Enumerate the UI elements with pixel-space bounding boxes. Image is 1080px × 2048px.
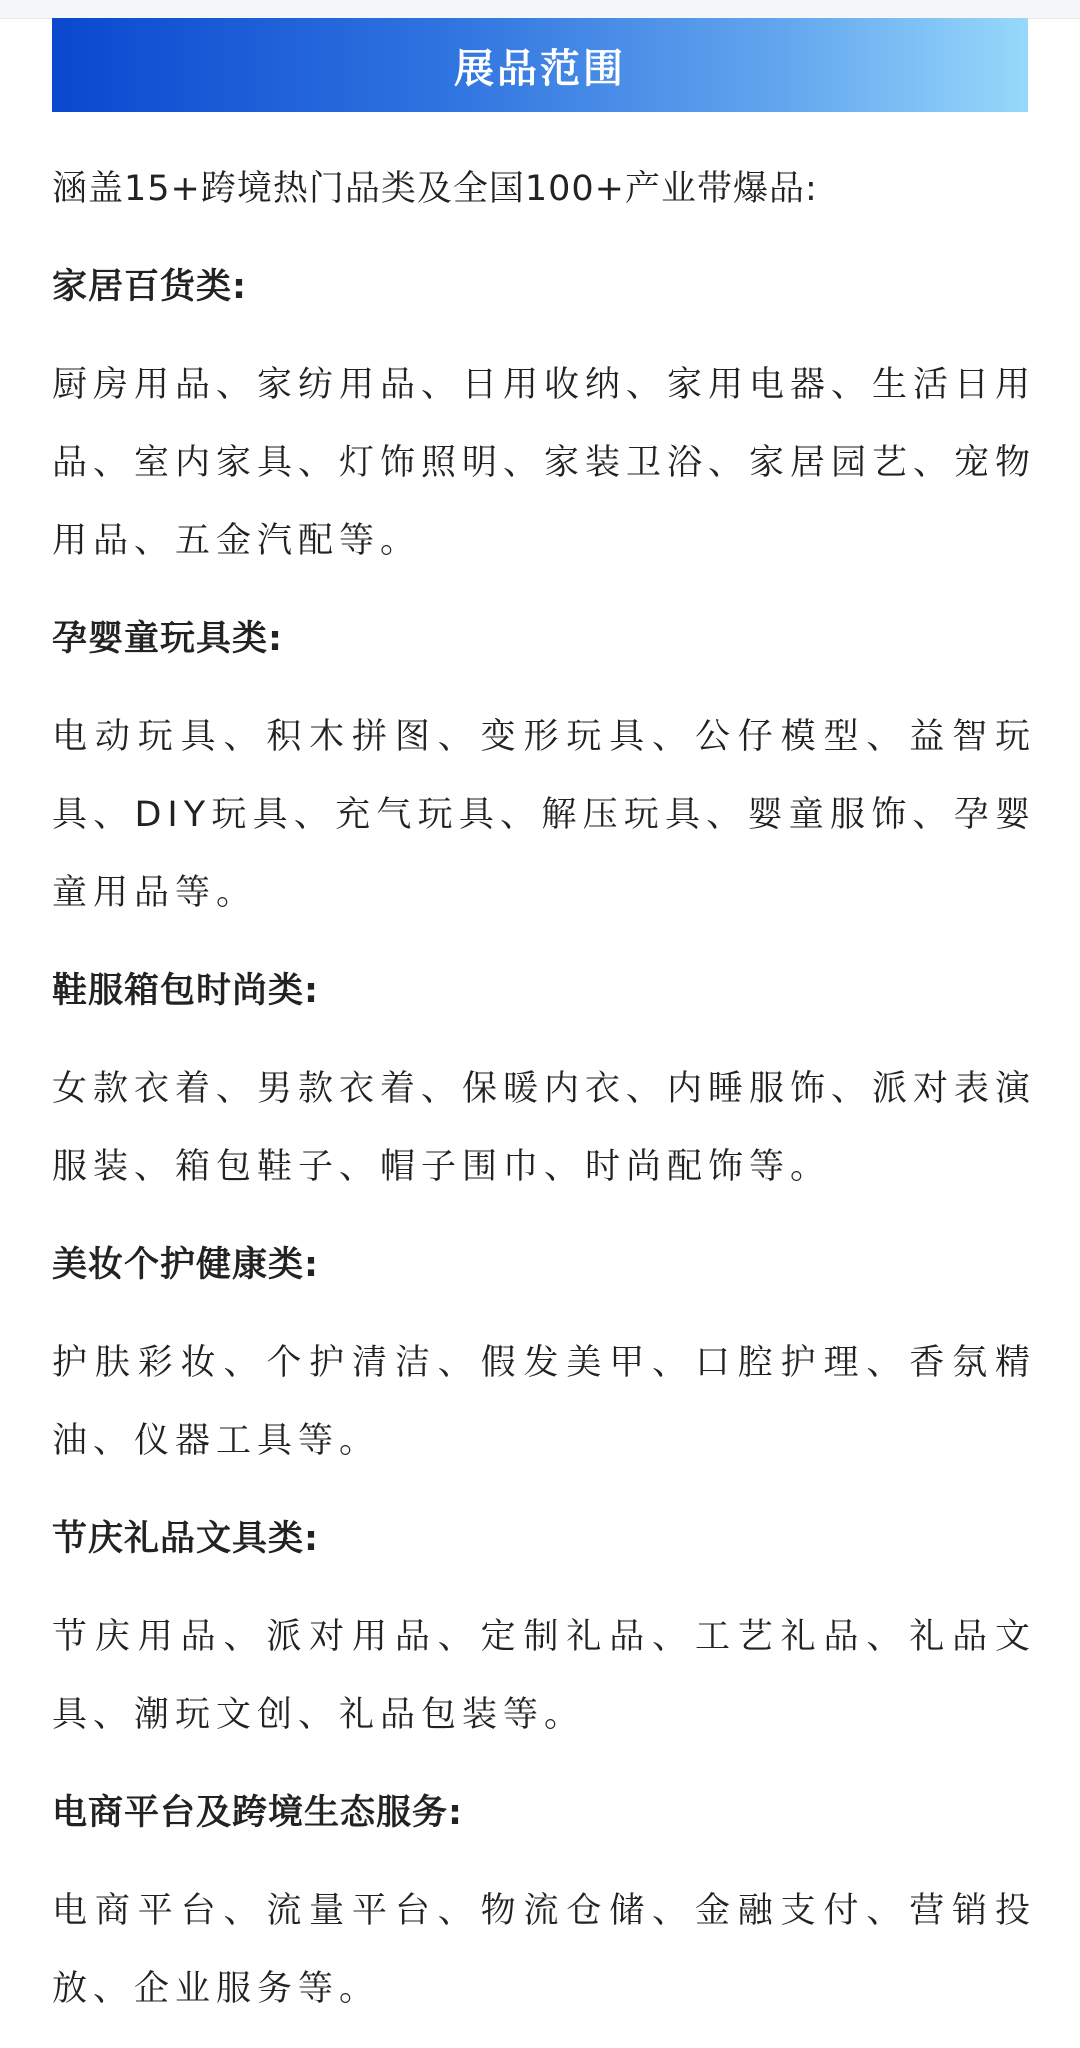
exhibit-scope-content [52,150,1036,2048]
section-heading-gifts-stationery: 节庆礼品文具类: [52,1519,319,1559]
section-body-home-goods: 厨房用品、家纺用品、日用收纳、家用电器、生活日用品、室内家具、灯饰照明、家装卫浴、家居园艺、宠物用品、五金汽配等。 [52,365,1037,561]
section-banner [52,18,1028,112]
section-body-baby-toys: 电动玩具、积木拼图、变形玩具、公仔模型、益智玩具、DIY玩具、充气玩具、解压玩具、婴童服饰、孕婴童用品等。 [52,717,1036,913]
section-heading-fashion: 鞋服箱包时尚类: [52,971,319,1011]
section-heading-home-goods: 家居百货类: [52,267,247,307]
section-body-beauty-health: 护肤彩妆、个护清洁、假发美甲、口腔护理、香氛精油、仪器工具等。 [52,1343,1036,1461]
section-heading-ecommerce-services: 电商平台及跨境生态服务: [52,1793,463,1833]
section-body-gifts-stationery: 节庆用品、派对用品、定制礼品、工艺礼品、礼品文具、潮玩文创、礼品包装等。 [52,1617,1036,1735]
section-body-fashion: 女款衣着、男款衣着、保暖内衣、内睡服饰、派对表演服装、箱包鞋子、帽子围巾、时尚配饰等。 [52,1069,1037,1187]
banner-title: 展品范围 [454,45,626,92]
section-heading-baby-toys: 孕婴童玩具类: [52,619,283,659]
section-body-ecommerce-services: 电商平台、流量平台、物流仓储、金融支付、营销投放、企业服务等。 [52,1891,1036,2009]
intro-text: 涵盖15+跨境热门品类及全国100+产业带爆品: [52,169,818,209]
top-divider [0,0,1080,19]
section-heading-beauty-health: 美妆个护健康类: [52,1245,319,1285]
